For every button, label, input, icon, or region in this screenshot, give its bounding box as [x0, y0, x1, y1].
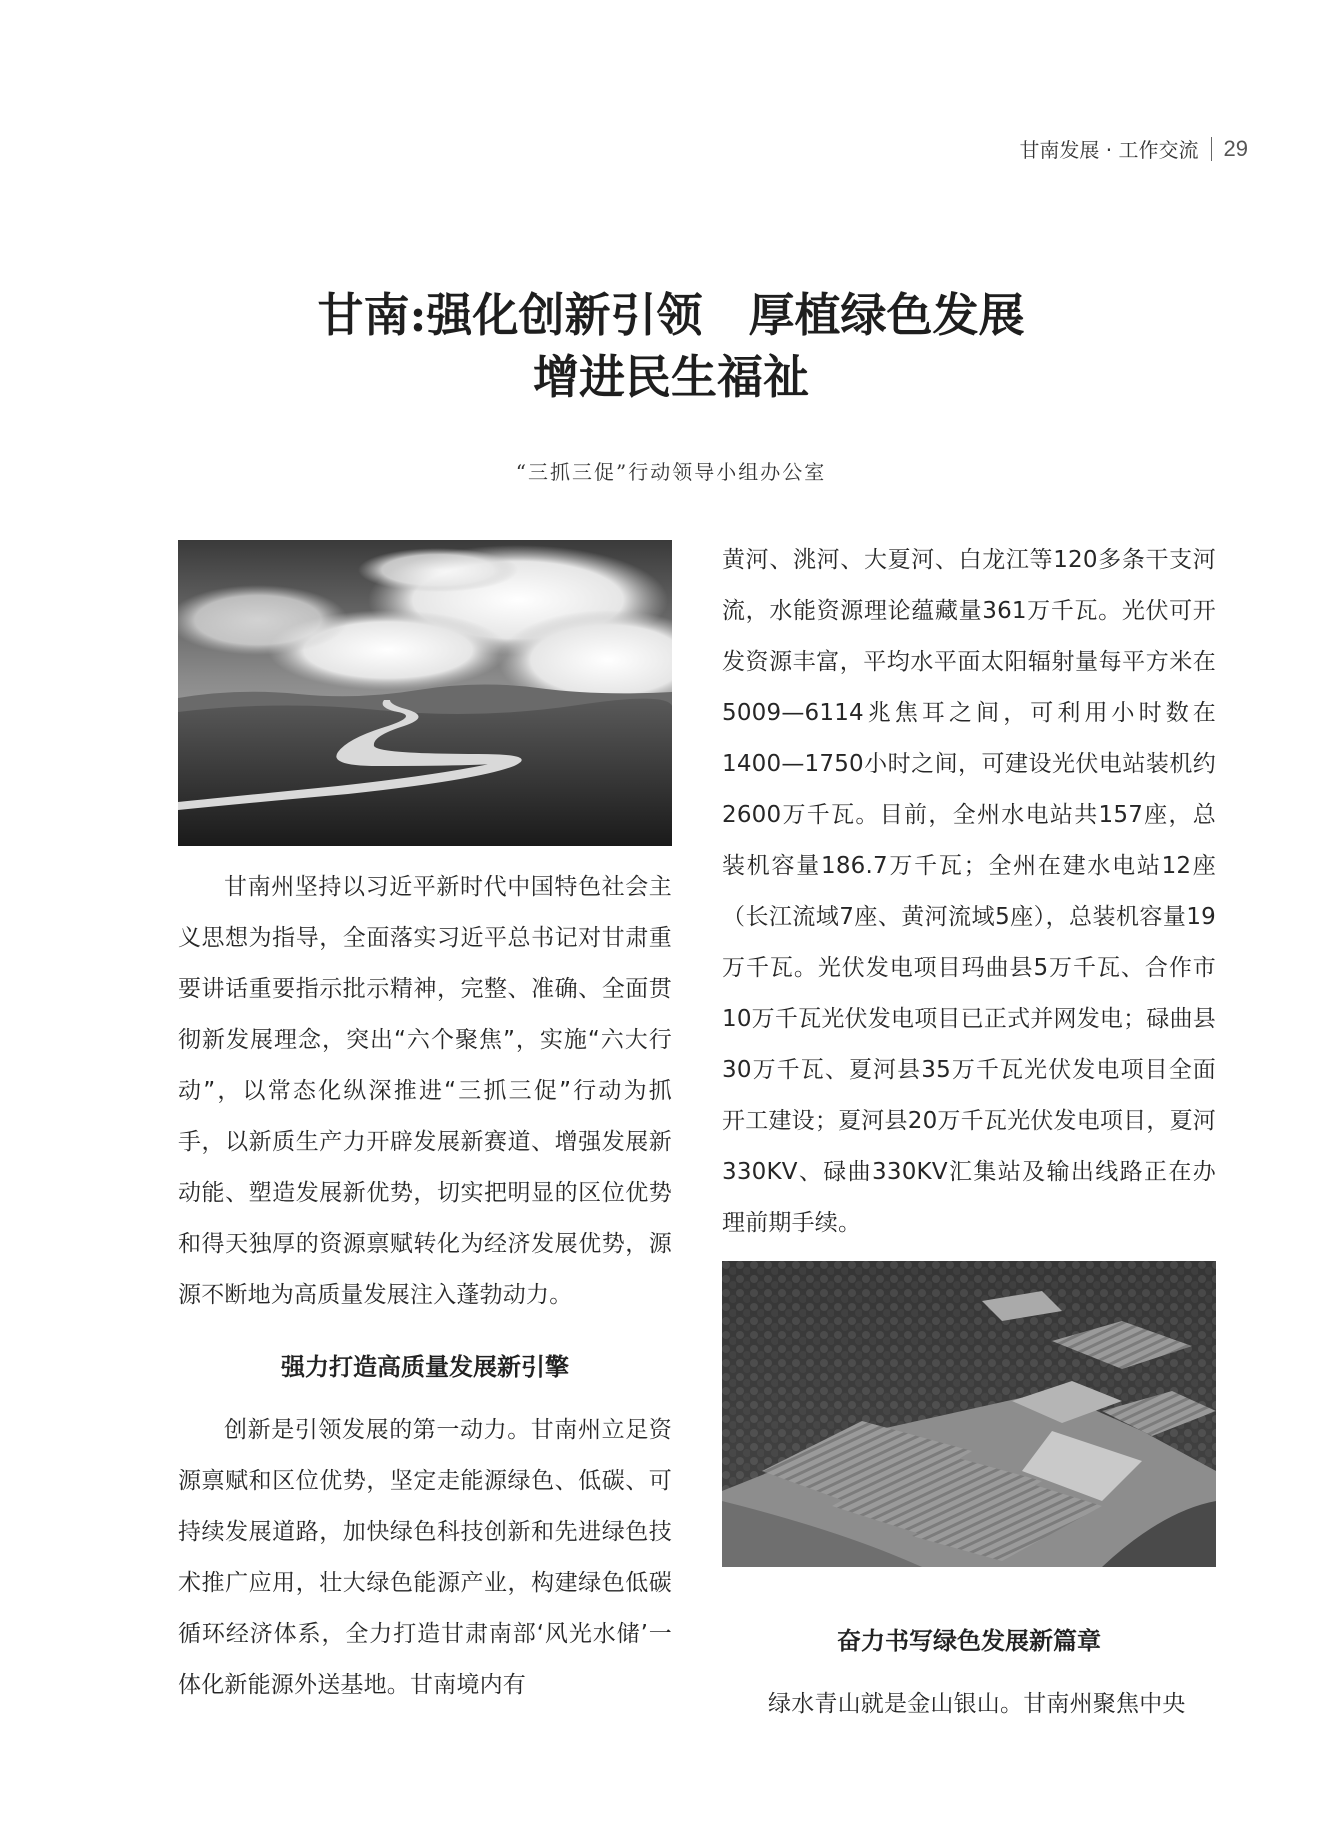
byline: “三抓三促”行动领导小组办公室 — [515, 460, 827, 484]
section1-paragraph: 创新是引领发展的第一动力。甘南州立足资源禀赋和区位优势，坚定走能源绿色、低碳、可持续发展道路，加快绿色科技创新和先进绿色技术推广应用，壮大绿色能源产业，构建绿色低碳循环经济体系，全力打造甘肃南部‘风光水储’一体化新能源外送基地。甘南境内有 — [178, 1417, 672, 1698]
intro-paragraph: 甘南州坚持以习近平新时代中国特色社会主义思想为指导，全面落实习近平总书记对甘肃重要讲话重要指示批示精神，完整、准确、全面贯彻新发展理念，突出“六个聚焦”，实施“六大行动”，以常态化纵深推进“三抓三促”行动为抓手，以新质生产力开辟发展新赛道、增强发展新动能、塑造发展新优势，切实把明显的区位优势和得天独厚的资源禀赋转化为经济发展优势，源源不断地为高质量发展注入蓬勃动力。 — [178, 874, 672, 1308]
industrial-park-aerial-photo — [722, 1261, 1216, 1567]
right-column — [722, 535, 1216, 1730]
section2-paragraph: 绿水青山就是金山银山。甘南州聚焦中央 — [768, 1691, 1186, 1717]
continued-paragraph: 黄河、洮河、大夏河、白龙江等120多条干支河流，水能资源理论蕴藏量361万千瓦。光伏可开发资源丰富，平均水平面太阳辐射量每平方米在5009—6114兆焦耳之间，可利用小时数在1400—1750小时之间，可建设光伏电站装机约2600万千瓦。目前，全州水电站共157座，总装机容量186.7万千瓦；全州在建水电站12座（长江流域7座、黄河流域5座），总装机容量19万千瓦。光伏发电项目玛曲县5万千瓦、合作市10万千瓦光伏发电项目已正式并网发电；碌曲县30万千瓦、夏河县35万千瓦光伏发电项目全面开工建设；夏河县20万千瓦光伏发电项目，夏河330KV、碌曲330KV汇集站及输出线路正在办理前期手续。 — [722, 547, 1216, 1236]
title-line-1: 甘南:强化创新引领 厚植绿色发展 — [317, 288, 1025, 342]
page-number: 29 — [1223, 135, 1248, 161]
section-heading-1: 强力打造高质量发展新引擎 — [281, 1353, 569, 1381]
grassland-road-photo — [178, 540, 672, 846]
title-line-2: 增进民生福祉 — [533, 350, 809, 404]
left-column — [178, 540, 672, 1711]
section-label: 甘南发展 · 工作交流 — [1019, 138, 1199, 162]
section-heading-2: 奋力书写绿色发展新篇章 — [837, 1627, 1101, 1655]
header-divider — [1211, 137, 1212, 161]
running-head — [1019, 134, 1248, 163]
article-title — [0, 284, 1342, 408]
